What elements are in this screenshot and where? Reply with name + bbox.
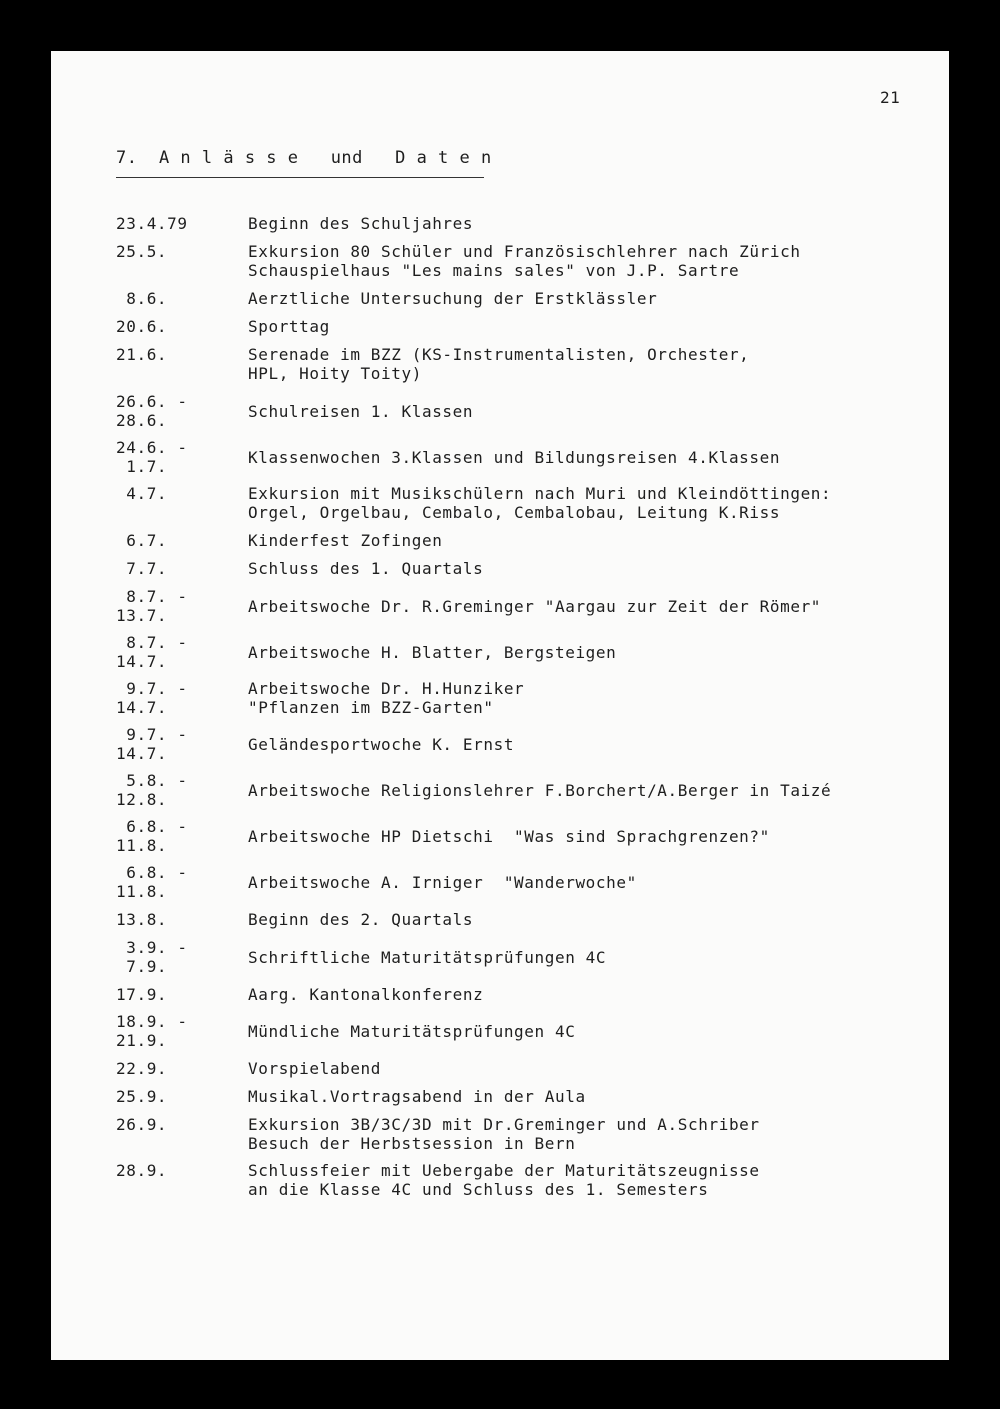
event-description: [248, 289, 898, 308]
event-description: [248, 345, 898, 383]
event-description-line: Geländesportwoche K. Ernst: [248, 735, 515, 754]
event-date: 6.8. - 11.8.: [116, 863, 188, 901]
event-description-line: Schriftliche Maturitätsprüfungen 4C: [248, 948, 607, 967]
event-date: 3.9. - 7.9.: [126, 938, 188, 976]
event-description-line: Beginn des 2. Quartals: [248, 910, 474, 929]
event-date: 6.7.: [116, 531, 168, 550]
event-description-line: Exkursion 80 Schüler und Französischlehrer nach Zürich: [248, 242, 801, 261]
event-date: 9.7. - 14.7.: [116, 725, 188, 763]
event-date: 17.9.: [116, 985, 168, 1004]
event-description-line: Aarg. Kantonalkonferenz: [248, 985, 484, 1004]
event-description-line: Schluss des 1. Quartals: [248, 559, 484, 578]
event-description: [248, 1115, 898, 1153]
section-heading: 7. A n l ä s s e und D a t e n: [116, 148, 492, 168]
event-date: 4.7.: [116, 484, 168, 503]
event-description-line: Vorspielabend: [248, 1059, 382, 1078]
event-description: [248, 448, 898, 467]
event-description-line: Arbeitswoche Religionslehrer F.Borchert/A.Berger in Taizé: [248, 781, 832, 800]
event-date: 18.9. - 21.9.: [116, 1012, 188, 1050]
event-description: [248, 402, 898, 421]
event-description-line: Mündliche Maturitätsprüfungen 4C: [248, 1022, 576, 1041]
event-description: [248, 559, 898, 578]
event-description: [248, 1059, 898, 1078]
event-description-line: Besuch der Herbstsession in Bern: [248, 1134, 576, 1153]
event-description-line: an die Klasse 4C und Schluss des 1. Semesters: [248, 1180, 709, 1199]
event-description: [248, 873, 898, 892]
event-description: [248, 214, 898, 233]
event-date: 24.6. - 1.7.: [116, 438, 188, 476]
event-description: [248, 735, 898, 754]
event-description: [248, 827, 898, 846]
event-date: 28.9.: [116, 1161, 168, 1180]
event-description: [248, 643, 898, 662]
event-description-line: Aerztliche Untersuchung der Erstklässler: [248, 289, 658, 308]
event-description-line: Arbeitswoche A. Irniger "Wanderwoche": [248, 873, 637, 892]
event-date: 6.8. - 11.8.: [116, 817, 188, 855]
event-description-line: Arbeitswoche HP Dietschi "Was sind Sprachgrenzen?": [248, 827, 770, 846]
event-date: 26.9.: [116, 1115, 168, 1134]
event-description: [248, 679, 898, 717]
event-description: [248, 317, 898, 336]
event-description-line: Sporttag: [248, 317, 330, 336]
event-date: 26.6. - 28.6.: [116, 392, 188, 430]
event-description-line: Arbeitswoche Dr. R.Greminger "Aargau zur Zeit der Römer": [248, 597, 822, 616]
event-description: [248, 242, 898, 280]
event-description: [248, 781, 898, 800]
event-description: [248, 910, 898, 929]
event-description-line: HPL, Hoity Toity): [248, 364, 422, 383]
event-date: 9.7. - 14.7.: [116, 679, 188, 717]
event-date: 21.6.: [116, 345, 168, 364]
event-description: [248, 985, 898, 1004]
event-date: 23.4.79: [116, 214, 188, 233]
event-description-line: Klassenwochen 3.Klassen und Bildungsreisen 4.Klassen: [248, 448, 781, 467]
event-description-line: Schlussfeier mit Uebergabe der Maturitätszeugnisse: [248, 1161, 760, 1180]
event-description-line: Schulreisen 1. Klassen: [248, 402, 474, 421]
event-description-line: Beginn des Schuljahres: [248, 214, 474, 233]
event-description-line: Schauspielhaus "Les mains sales" von J.P. Sartre: [248, 261, 740, 280]
event-description: [248, 948, 898, 967]
event-description-line: Exkursion mit Musikschülern nach Muri und Kleindöttingen:: [248, 484, 832, 503]
event-description-line: Kinderfest Zofingen: [248, 531, 443, 550]
event-description: [248, 1161, 898, 1199]
heading-underline: [116, 177, 484, 178]
event-description: [248, 1087, 898, 1106]
event-date: 20.6.: [116, 317, 168, 336]
event-description-line: Orgel, Orgelbau, Cembalo, Cembalobau, Leitung K.Riss: [248, 503, 781, 522]
event-description-line: Arbeitswoche H. Blatter, Bergsteigen: [248, 643, 617, 662]
event-description-line: Arbeitswoche Dr. H.Hunziker: [248, 679, 525, 698]
event-date: 8.7. - 14.7.: [116, 633, 188, 671]
event-date: 8.6.: [116, 289, 168, 308]
event-date: 7.7.: [116, 559, 168, 578]
event-date: 25.9.: [116, 1087, 168, 1106]
event-date: 22.9.: [116, 1059, 168, 1078]
event-description-line: Musikal.Vortragsabend in der Aula: [248, 1087, 586, 1106]
event-description: [248, 1022, 898, 1041]
page-number: 21: [880, 88, 901, 107]
event-date: 13.8.: [116, 910, 168, 929]
event-date: 5.8. - 12.8.: [116, 771, 188, 809]
event-description: [248, 597, 898, 616]
event-description-line: Serenade im BZZ (KS-Instrumentalisten, Orchester,: [248, 345, 750, 364]
event-date: 8.7. - 13.7.: [116, 587, 188, 625]
event-description: [248, 484, 898, 522]
event-description: [248, 531, 898, 550]
event-description-line: "Pflanzen im BZZ-Garten": [248, 698, 494, 717]
event-date: 25.5.: [116, 242, 168, 261]
event-description-line: Exkursion 3B/3C/3D mit Dr.Greminger und A.Schriber: [248, 1115, 760, 1134]
